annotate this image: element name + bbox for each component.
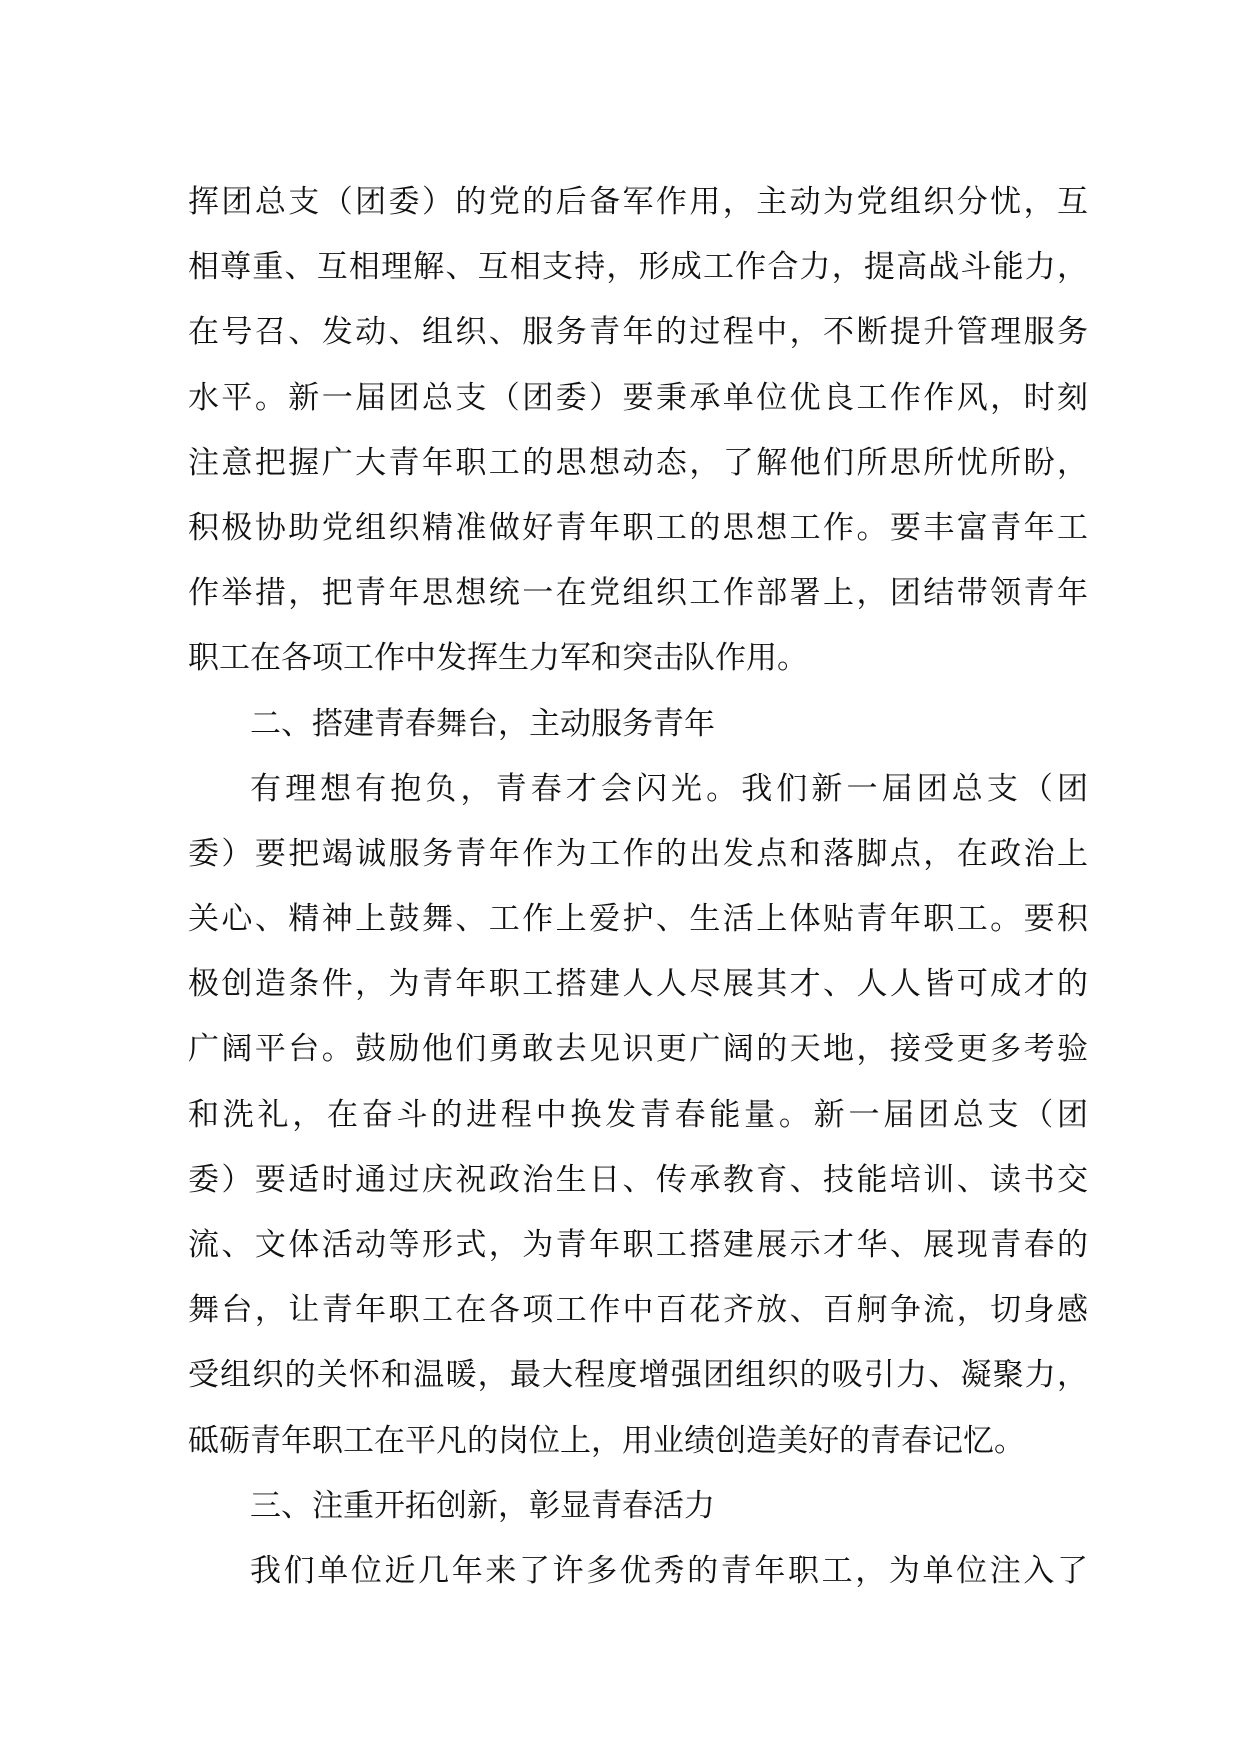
text-line: 极创造条件，为青年职工搭建人人尽展其才、人人皆可成才的: [188, 966, 1088, 1003]
text-line: 关心、精神上鼓舞、工作上爱护、生活上体贴青年职工。要积: [188, 901, 1088, 938]
text-line: 和洗礼，在奋斗的进程中换发青春能量。新一届团总支（团: [188, 1096, 1088, 1133]
text-line: 作举措，把青年思想统一在党组织工作部署上，团结带领青年: [188, 575, 1088, 612]
text-line: 我们单位近几年来了许多优秀的青年职工，为单位注入了: [250, 1552, 1088, 1589]
text-line: 水平。新一届团总支（团委）要秉承单位优良工作作风，时刻: [188, 379, 1088, 416]
text-line: 有理想有抱负，青春才会闪光。我们新一届团总支（团: [250, 770, 1088, 807]
text-line: 挥团总支（团委）的党的后备军作用，主动为党组织分忧，互: [188, 184, 1088, 220]
text-line: 相尊重、互相理解、互相支持，形成工作合力，提高战斗能力，: [188, 249, 1088, 286]
text-line: 流、文体活动等形式，为青年职工搭建展示才华、展现青春的: [188, 1227, 1088, 1263]
text-line: 委）要适时通过庆祝政治生日、传承教育、技能培训、读书交: [188, 1161, 1088, 1198]
text-line: 积极协助党组织精准做好青年职工的思想工作。要丰富青年工: [188, 509, 1088, 546]
text-line: 舞台，让青年职工在各项工作中百花齐放、百舸争流，切身感: [188, 1292, 1088, 1329]
text-line: 注意把握广大青年职工的思想动态，了解他们所思所忧所盼，: [188, 444, 1088, 481]
text-line: 在号召、发动、组织、服务青年的过程中，不断提升管理服务: [188, 314, 1088, 351]
text-line: 委）要把竭诚服务青年作为工作的出发点和落脚点，在政治上: [188, 835, 1088, 872]
text-line: 广阔平台。鼓励他们勇敢去见识更广阔的天地，接受更多考验: [188, 1031, 1088, 1068]
text-line: 受组织的关怀和温暖，最大程度增强团组织的吸引力、凝聚力，: [188, 1357, 1088, 1394]
text-line: 砥砺青年职工在平凡的岗位上，用业绩创造美好的青春记忆。: [188, 1422, 1025, 1459]
document-body: [188, 170, 1088, 1604]
section-heading: 二、搭建青春舞台，主动服务青年: [250, 705, 715, 742]
section-heading: 三、注重开拓创新，彰显青春活力: [250, 1487, 715, 1524]
text-line: 职工在各项工作中发挥生力军和突击队作用。: [188, 640, 808, 677]
